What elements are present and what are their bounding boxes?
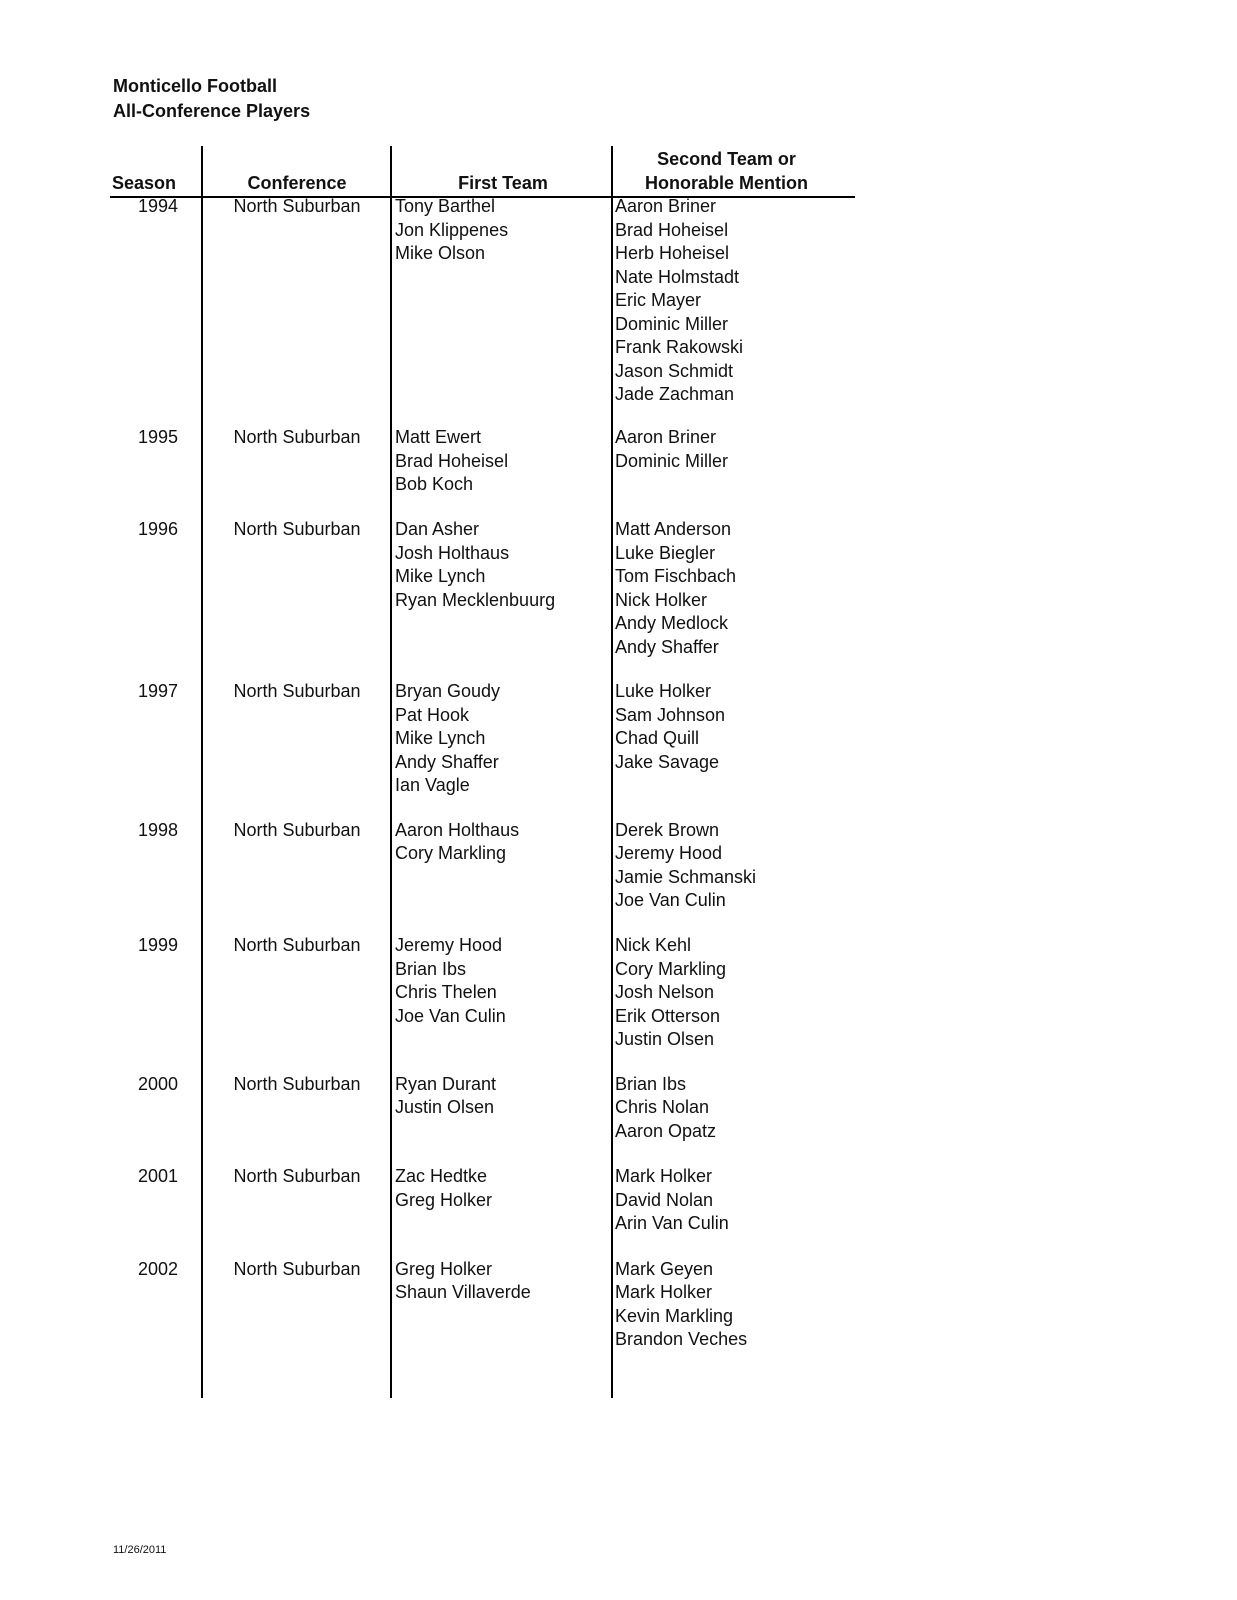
list-item: Erik Otterson <box>615 1005 721 1026</box>
list-item: Matt Anderson <box>615 519 732 540</box>
list-item: Joe Van Culin <box>395 1005 506 1026</box>
list-item: Ian Vagle <box>395 775 470 796</box>
list-item: 2000 <box>137 1073 178 1094</box>
first-team-cell <box>395 1073 496 1120</box>
list-item: Jeremy Hood <box>615 843 723 864</box>
first-team-cell <box>395 426 508 497</box>
list-item: Andy Medlock <box>615 613 729 634</box>
list-item: Frank Rakowski <box>615 337 744 357</box>
first-team-cell <box>395 819 519 866</box>
list-item: 1998 <box>137 819 178 840</box>
list-item: Nick Kehl <box>615 935 692 956</box>
list-item: Brandon Veches <box>615 1329 748 1350</box>
list-item: 2001 <box>137 1166 178 1187</box>
header-first-team: First Team <box>458 173 548 193</box>
list-item: Luke Holker <box>615 681 712 702</box>
list-item: Brad Hoheisel <box>395 450 509 471</box>
title-line-1: Monticello Football <box>113 76 277 96</box>
list-item: North Suburban <box>233 1073 361 1094</box>
list-item: Brian Ibs <box>615 1073 687 1094</box>
season-cell <box>110 680 178 704</box>
conference-cell <box>202 1165 392 1189</box>
list-item: Sam Johnson <box>615 704 726 725</box>
first-team-cell <box>395 195 508 266</box>
document-title <box>113 74 310 124</box>
list-item: Greg Holker <box>395 1189 493 1210</box>
list-item: Dan Asher <box>395 519 480 540</box>
title-line-2: All-Conference Players <box>113 101 311 121</box>
list-item: Dominic Miller <box>615 450 729 471</box>
season-cell <box>110 1073 178 1097</box>
header-conference: Conference <box>247 173 347 193</box>
list-item: Cory Markling <box>395 843 507 864</box>
header-second-team-line-1: Second Team or <box>657 149 796 169</box>
list-item: Mike Lynch <box>395 566 486 587</box>
header-second-team <box>614 147 839 195</box>
list-item: Jason Schmidt <box>615 360 734 381</box>
list-item: North Suburban <box>233 1258 361 1279</box>
list-item: David Nolan <box>615 1189 714 1210</box>
list-item: Ryan Durant <box>395 1073 497 1094</box>
list-item: Mark Geyen <box>615 1258 714 1279</box>
second-team-cell <box>615 426 728 473</box>
season-cell <box>110 1165 178 1189</box>
list-item: North Suburban <box>233 819 361 840</box>
second-team-cell <box>615 680 725 774</box>
season-cell <box>110 819 178 843</box>
first-team-cell <box>395 1258 531 1305</box>
list-item: Pat Hook <box>395 704 470 725</box>
list-item: North Suburban <box>233 1166 361 1187</box>
list-item: Chris Thelen <box>395 982 497 1003</box>
list-item: Chad Quill <box>615 728 700 749</box>
list-item: Derek Brown <box>615 819 720 840</box>
list-item: Cory Markling <box>615 958 727 979</box>
list-item: Justin Olsen <box>395 1097 495 1118</box>
list-item: 1999 <box>137 935 178 956</box>
second-team-cell <box>615 1073 716 1144</box>
list-item: Chris Nolan <box>615 1097 710 1118</box>
list-item: Justin Olsen <box>615 1029 715 1050</box>
first-team-cell <box>395 1165 492 1212</box>
list-item: Josh Holthaus <box>395 542 510 563</box>
list-item: Bryan Goudy <box>395 681 501 702</box>
list-item: Ryan Mecklenbuurg <box>395 589 556 610</box>
list-item: Tony Barthel <box>395 196 496 216</box>
conference-cell <box>202 195 392 219</box>
list-item: Mark Holker <box>615 1282 713 1303</box>
list-item: 1995 <box>137 427 178 447</box>
list-item: 1996 <box>137 519 178 540</box>
list-item: Brian Ibs <box>395 958 467 979</box>
list-item: Nick Holker <box>615 589 708 610</box>
list-item: Brad Hoheisel <box>615 219 729 240</box>
list-item: Andy Shaffer <box>395 751 499 772</box>
season-cell <box>110 195 178 219</box>
list-item: Mike Lynch <box>395 728 486 749</box>
first-team-cell <box>395 680 500 798</box>
header-season: Season <box>111 173 177 193</box>
header-second-team-line-2: Honorable Mention <box>645 173 808 193</box>
list-item: North Suburban <box>233 519 361 540</box>
conference-cell <box>202 1258 392 1282</box>
season-cell <box>110 518 178 542</box>
list-item: Joe Van Culin <box>615 890 726 911</box>
season-cell <box>110 934 178 958</box>
list-item: North Suburban <box>233 427 361 447</box>
list-item: Dominic Miller <box>615 313 729 334</box>
footer-date: 11/26/2011 <box>113 1544 167 1556</box>
list-item: 2002 <box>137 1258 178 1279</box>
list-item: 1994 <box>137 196 178 216</box>
list-item: Mark Holker <box>615 1166 713 1187</box>
list-item: Aaron Briner <box>615 196 717 216</box>
conference-cell <box>202 680 392 704</box>
conference-cell <box>202 518 392 542</box>
list-item: Herb Hoheisel <box>615 243 730 263</box>
list-item: Josh Nelson <box>615 982 715 1003</box>
list-item: Zac Hedtke <box>395 1166 488 1187</box>
list-item: Bob Koch <box>395 474 474 494</box>
list-item: Andy Shaffer <box>615 636 719 657</box>
conference-cell <box>202 1073 392 1097</box>
list-item: 1997 <box>137 681 178 702</box>
second-team-cell <box>615 518 736 659</box>
first-team-cell <box>395 518 555 612</box>
list-item: North Suburban <box>233 681 361 702</box>
list-item: Jon Klippenes <box>395 219 509 240</box>
list-item: Jeremy Hood <box>395 935 503 956</box>
list-item: Nate Holmstadt <box>615 266 740 287</box>
column-divider-3 <box>611 146 613 1398</box>
column-divider-2 <box>390 146 392 1398</box>
list-item: Matt Ewert <box>395 427 482 447</box>
list-item: North Suburban <box>233 196 361 216</box>
first-team-cell <box>395 934 506 1028</box>
second-team-cell <box>615 1258 747 1352</box>
list-item: Mike Olson <box>395 243 486 263</box>
list-item: Tom Fischbach <box>615 566 737 587</box>
list-item: Aaron Opatz <box>615 1120 717 1141</box>
conference-cell <box>202 934 392 958</box>
list-item: Greg Holker <box>395 1258 493 1279</box>
list-item: Luke Biegler <box>615 542 716 563</box>
list-item: Aaron Holthaus <box>395 819 520 840</box>
list-item: Eric Mayer <box>615 290 702 310</box>
second-team-cell <box>615 1165 729 1236</box>
list-item: North Suburban <box>233 935 361 956</box>
column-divider-1 <box>201 146 203 1398</box>
list-item: Jade Zachman <box>615 384 735 404</box>
second-team-cell <box>615 934 726 1052</box>
conference-cell <box>202 819 392 843</box>
list-item: Kevin Markling <box>615 1305 734 1326</box>
season-cell <box>110 1258 178 1282</box>
list-item: Arin Van Culin <box>615 1213 729 1234</box>
second-team-cell <box>615 819 756 913</box>
list-item: Jamie Schmanski <box>615 866 757 887</box>
list-item: Aaron Briner <box>615 427 717 447</box>
second-team-cell <box>615 195 743 407</box>
season-cell <box>110 426 178 450</box>
list-item: Jake Savage <box>615 751 720 772</box>
list-item: Shaun Villaverde <box>395 1282 531 1303</box>
conference-cell <box>202 426 392 450</box>
